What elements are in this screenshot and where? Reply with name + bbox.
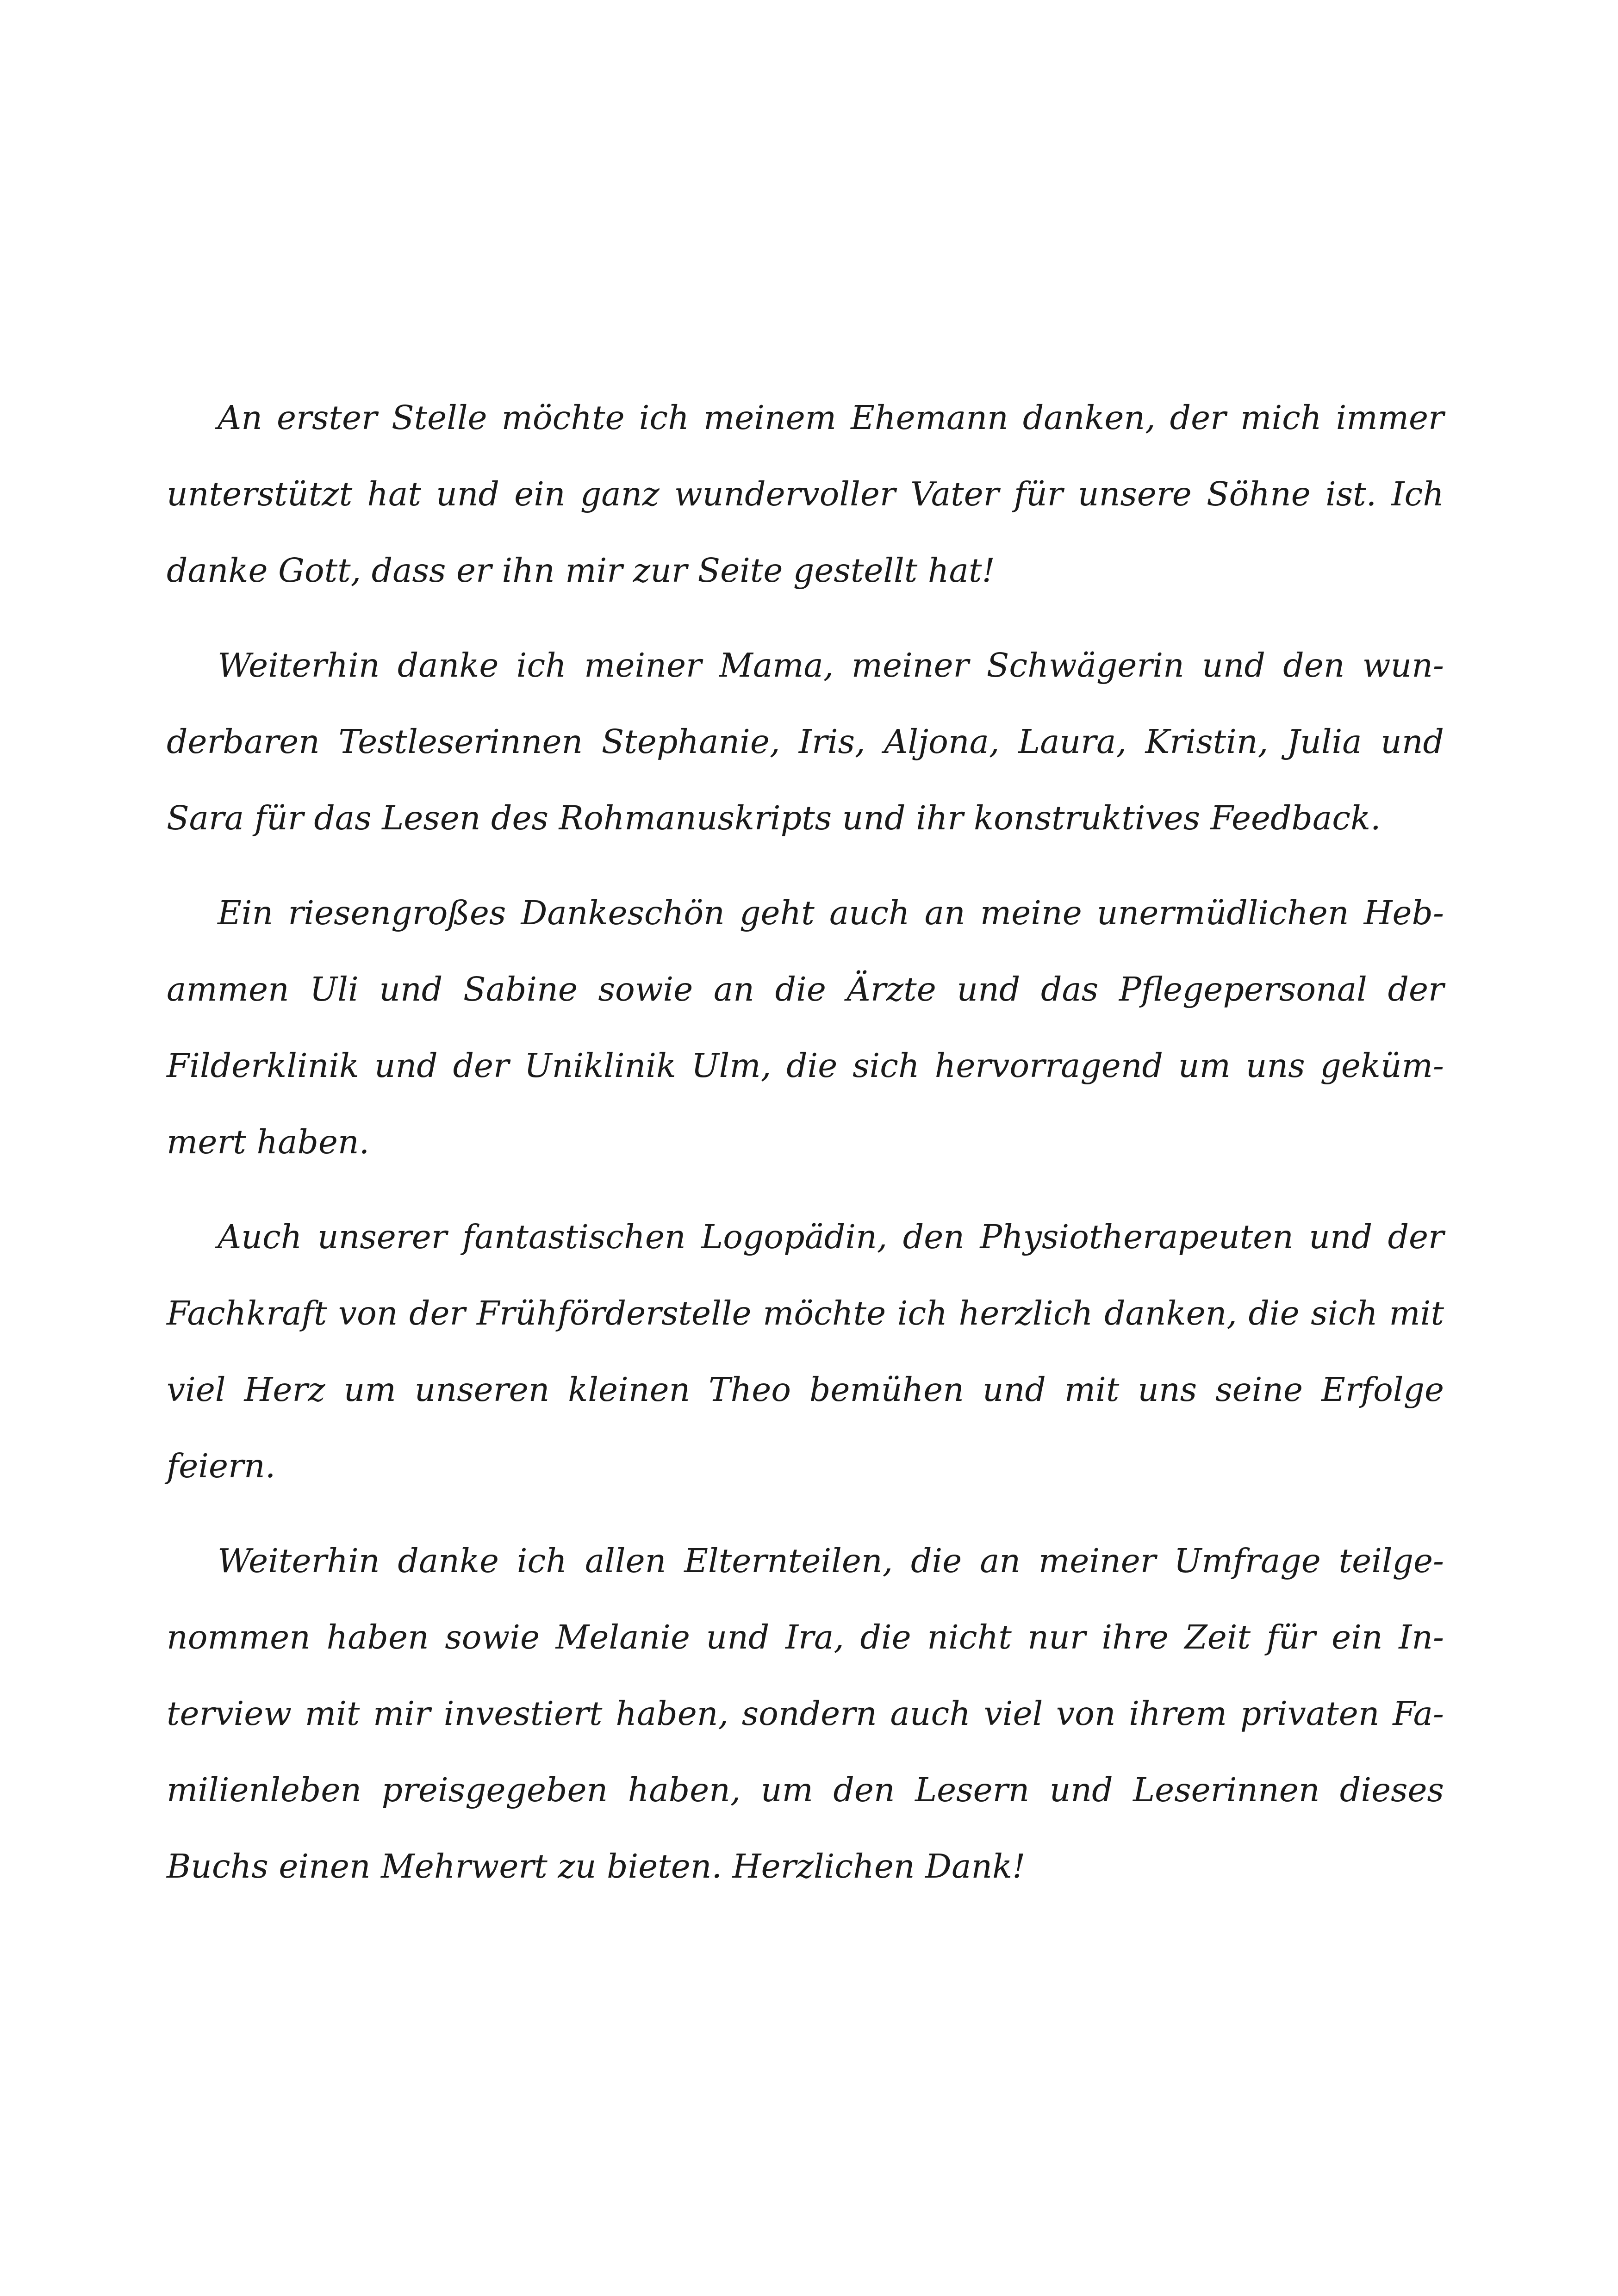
text-line: An erster Stelle möchte ich meinem Ehemann danken, der mich immer: [218, 398, 1444, 437]
paragraph: [167, 1523, 1444, 1904]
text-line: Auch unserer fantastischen Logopädin, den Physiotherapeuten und der: [218, 1218, 1444, 1256]
paragraph-gap: [167, 856, 1444, 875]
text-line: Ein riesengroßes Dankeschön geht auch an meine unermüdlichen Heb-: [218, 894, 1444, 932]
paragraph-gap: [167, 1504, 1444, 1523]
text-line: derbaren Testleserinnen Stephanie, Iris, Aljona, Laura, Kristin, Julia und: [167, 722, 1444, 761]
text-line: danke Gott, dass er ihn mir zur Seite gestellt hat!: [167, 551, 996, 590]
text-line: terview mit mir investiert haben, sondern auch viel von ihrem privaten Fa-: [167, 1694, 1444, 1733]
text-line: viel Herz um unseren kleinen Theo bemühen und mit uns seine Erfolge: [167, 1370, 1444, 1409]
text-line: Filderklinik und der Uniklinik Ulm, die sich hervorragend um uns geküm-: [167, 1046, 1444, 1085]
text-line: Weiterhin danke ich meiner Mama, meiner Schwägerin und den wun-: [218, 646, 1444, 684]
acknowledgements-text: [167, 380, 1444, 1904]
text-line: feiern.: [167, 1447, 276, 1485]
text-line: nommen haben sowie Melanie und Ira, die nicht nur ihre Zeit für ein In-: [167, 1618, 1444, 1656]
text-line: Weiterhin danke ich allen Elternteilen, die an meiner Umfrage teilge-: [218, 1542, 1444, 1580]
text-line: Fachkraft von der Frühförderstelle möchte ich herzlich danken, die sich mit: [167, 1294, 1444, 1332]
text-line: milienleben preisgegeben haben, um den Lesern und Leserinnen dieses: [167, 1771, 1444, 1809]
text-line: unterstützt hat und ein ganz wundervoller Vater für unsere Söhne ist. Ich: [167, 475, 1444, 513]
paragraph-gap: [167, 609, 1444, 627]
text-line: mert haben.: [167, 1123, 370, 1161]
paragraph: [167, 380, 1444, 609]
paragraph: [167, 627, 1444, 856]
text-line: Sara für das Lesen des Rohmanuskripts und ihr konstruktives Feedback.: [167, 799, 1381, 837]
text-line: ammen Uli und Sabine sowie an die Ärzte und das Pflegepersonal der: [167, 970, 1444, 1008]
text-line: Buchs einen Mehrwert zu bieten. Herzlichen Dank!: [167, 1847, 1026, 1885]
paragraph: [167, 1199, 1444, 1504]
paragraph: [167, 875, 1444, 1180]
paragraph-gap: [167, 1180, 1444, 1199]
